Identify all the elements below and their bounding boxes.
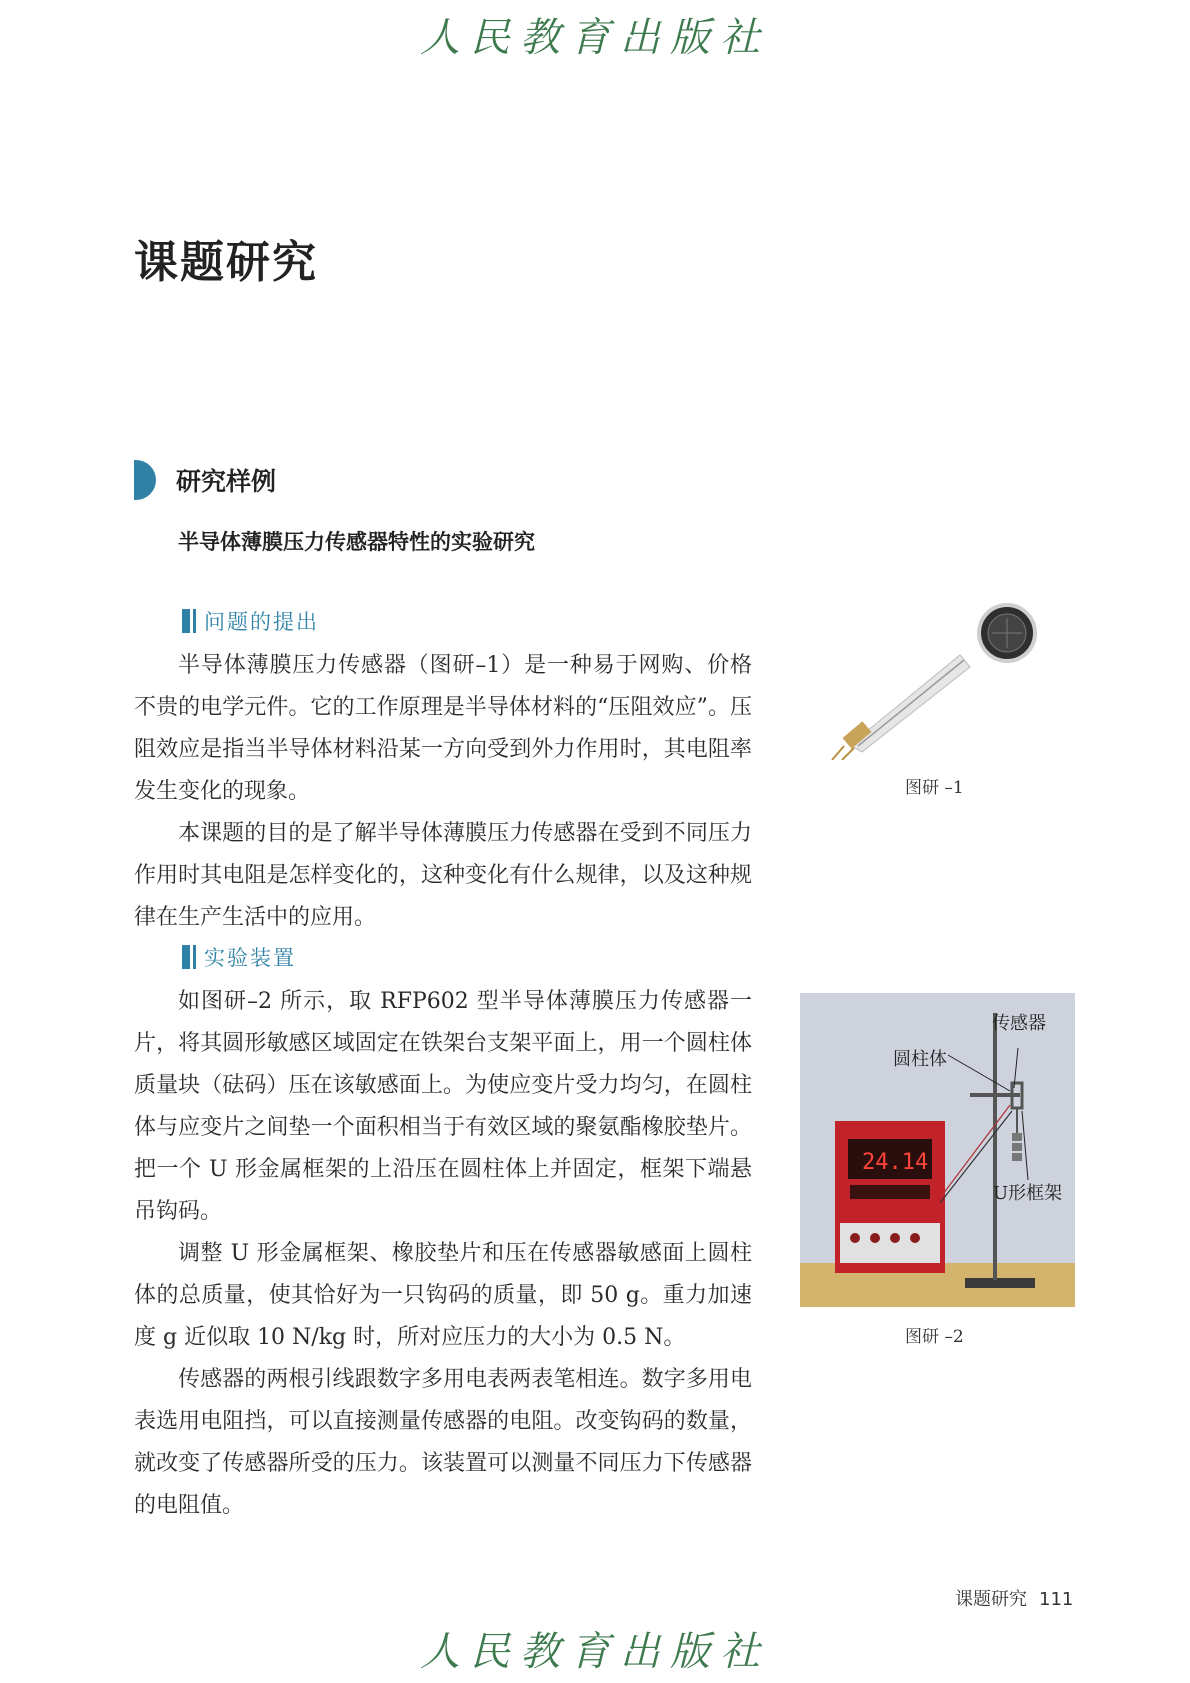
label-apparatus <box>182 942 296 972</box>
callout-cylinder: 圆柱体 <box>893 1049 947 1070</box>
paragraph: 调整 U 形金属框架、橡胶垫片和压在传感器敏感面上圆柱体的总质量，使其恰好为一只钩码的质量，即 50 g。重力加速度 g 近似取 10 N/kg 时，所对应压力的大小为 0.5 N。 <box>134 1241 752 1350</box>
callout-sensor: 传感器 <box>992 1013 1046 1034</box>
paragraph: 本课题的目的是了解半导体薄膜压力传感器在受到不同压力作用时其电阻是怎样变化的，这种变化有什么规律，以及这种规律在生产生活中的应用。 <box>134 821 752 930</box>
footer-section-name: 课题研究 <box>955 1589 1027 1610</box>
section-heading <box>134 458 276 502</box>
label-problem-text: 问题的提出 <box>204 610 319 634</box>
label-bar-icon <box>182 945 196 969</box>
publisher-logo-bottom: 人民教育出版社 <box>420 1629 770 1675</box>
paragraph: 半导体薄膜压力传感器（图研–1）是一种易于网购、价格不贵的电学元件。它的工作原理是半导体材料的“压阻效应”。压阻效应是指当半导体材料沿某一方向受到外力作用时，其电阻率发生变化的现象。 <box>134 653 752 804</box>
section-marker-icon <box>134 460 156 500</box>
page-number: 111 <box>1039 1589 1074 1610</box>
sensor-photo <box>830 600 1070 760</box>
paragraph: 传感器的两根引线跟数字多用电表两表笔相连。数字多用电表选用电阻挡，可以直接测量传感器的电阻。改变钩码的数量，就改变了传感器所受的压力。该装置可以测量不同压力下传感器的电阻值。 <box>134 1367 752 1518</box>
label-problem <box>182 606 319 636</box>
subheading: 半导体薄膜压力传感器特性的实验研究 <box>178 530 535 554</box>
figure-2-caption: 图研 –2 <box>905 1327 964 1347</box>
paragraph: 如图研–2 所示，取 RFP602 型半导体薄膜压力传感器一片，将其圆形敏感区域固定在铁架台支架平面上，用一个圆柱体质量块（砝码）压在该敏感面上。为使应变片受力均匀，在圆柱体与应变片之间垫一个面积相当于有效区域的聚氨酯橡胶垫片。把一个 U 形金属框架的上沿压在圆柱体上并固定，框架下端悬吊钩码。 <box>134 989 752 1224</box>
publisher-logo-top: 人民教育出版社 <box>420 15 770 61</box>
apparatus-illustration <box>800 993 1075 1307</box>
page-title: 课题研究 <box>134 237 318 288</box>
section-heading-text: 研究样例 <box>176 467 277 496</box>
label-apparatus-text: 实验装置 <box>204 946 296 970</box>
callout-u-frame: U形框架 <box>993 1183 1063 1204</box>
label-bar-icon <box>182 609 196 633</box>
apparatus-photo <box>800 993 1075 1307</box>
page-footer <box>955 1585 1073 1611</box>
figure-1-caption: 图研 –1 <box>905 778 964 798</box>
meter-reading: 24.14 <box>862 1150 929 1175</box>
